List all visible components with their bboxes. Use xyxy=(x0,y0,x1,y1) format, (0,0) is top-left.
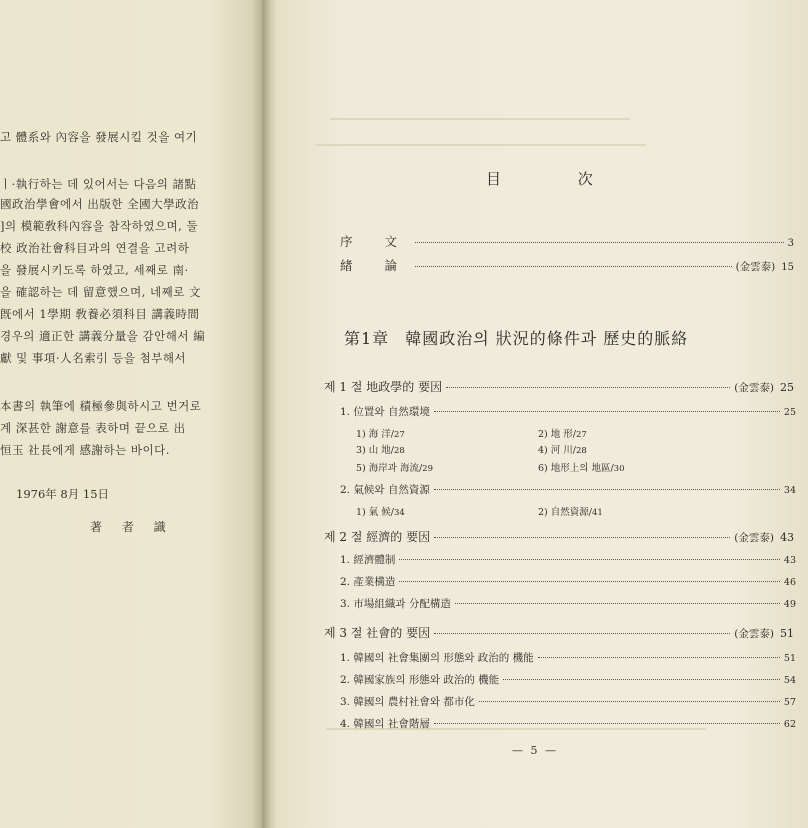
toc-entry-page: 51 xyxy=(780,627,794,640)
toc-item-page: 41 xyxy=(591,508,603,518)
toc-subsection[interactable] xyxy=(340,482,796,497)
toc-item[interactable] xyxy=(538,442,587,456)
dot-leader xyxy=(415,266,732,267)
preface-line: 獻 및 事項·人名索引 등을 첨부해서 xyxy=(0,351,187,365)
dot-leader xyxy=(434,489,780,490)
page-number: — 5 — xyxy=(512,744,558,757)
toc-entry-page: 49 xyxy=(783,599,796,610)
toc-item[interactable] xyxy=(356,460,433,474)
toc-item-page: 29 xyxy=(422,464,433,474)
book-gutter xyxy=(262,0,276,828)
toc-item-page: 28 xyxy=(394,446,405,456)
toc-entry-page: 54 xyxy=(783,675,796,686)
toc-item-label: 1) 氣 候/ xyxy=(356,507,394,518)
toc-entry-preface[interactable] xyxy=(340,232,794,250)
dot-leader xyxy=(455,603,780,604)
toc-subsection-label: 1. 經濟體制 xyxy=(340,554,396,566)
toc-section-1[interactable] xyxy=(324,378,794,395)
show-through-mark xyxy=(330,118,630,120)
toc-subsection[interactable] xyxy=(340,596,796,611)
toc-entry-introduction[interactable] xyxy=(340,256,794,274)
preface-date: 1976年 8月 15日 xyxy=(16,487,110,501)
toc-section-label: 제 2 절 經濟的 要因 xyxy=(324,530,431,544)
preface-line: ]의 模範敎科內容을 참작하였으며, 둘 xyxy=(0,219,199,233)
show-through-mark xyxy=(316,144,646,146)
dot-leader xyxy=(434,411,780,412)
preface-line: 고 體系와 內容을 發展시킬 것을 여기 xyxy=(0,130,198,144)
toc-item[interactable] xyxy=(538,460,625,474)
dot-leader xyxy=(399,559,780,560)
preface-line: 계 深甚한 謝意를 表하며 끝으로 出 xyxy=(0,421,186,435)
preface-line: ㅣ·執行하는 데 있어서는 다음의 諸點 xyxy=(0,177,197,191)
toc-entry-label: 序 文 xyxy=(340,234,411,249)
toc-subsection-label: 3. 韓國의 農村社會와 都市化 xyxy=(340,696,475,708)
toc-entry-page: 34 xyxy=(783,485,796,496)
toc-item[interactable] xyxy=(538,426,587,440)
toc-entry-page: 57 xyxy=(783,697,796,708)
toc-item-label: 1) 海 洋/ xyxy=(356,429,394,440)
toc-item[interactable] xyxy=(356,442,405,456)
toc-title: 目 次 xyxy=(486,170,629,188)
toc-entry-page: 51 xyxy=(783,653,796,664)
toc-subsection[interactable] xyxy=(340,694,796,709)
toc-item[interactable] xyxy=(538,504,603,518)
dot-leader xyxy=(434,723,780,724)
toc-item-label: 2) 地 形/ xyxy=(538,429,576,440)
dot-leader xyxy=(434,537,730,538)
dot-leader xyxy=(415,242,784,243)
toc-item-label: 3) 山 地/ xyxy=(356,445,394,456)
preface-line: 國政治學會에서 出版한 全國大學政治 xyxy=(0,197,200,211)
toc-item-page: 27 xyxy=(394,430,405,440)
preface-line: 旣에서 1學期 敎養必須科目 講義時間 xyxy=(0,307,200,321)
toc-subsection-label: 4. 韓國의 社會階層 xyxy=(340,718,430,730)
preface-signature: 著 者 識 xyxy=(90,520,174,534)
toc-item-page: 30 xyxy=(613,464,625,474)
toc-subsection-label: 1. 位置와 自然環境 xyxy=(340,406,430,418)
toc-item-label: 4) 河 川/ xyxy=(538,445,576,456)
toc-entry-author: (金雲泰) xyxy=(735,261,776,273)
toc-subsection-label: 3. 市場組織과 分配構造 xyxy=(340,598,451,610)
toc-item[interactable] xyxy=(356,426,405,440)
toc-section-label: 제 3 절 社會的 要因 xyxy=(324,626,431,640)
toc-entry-page: 3 xyxy=(787,238,794,249)
toc-entry-page: 62 xyxy=(783,719,796,730)
toc-item[interactable] xyxy=(356,504,405,518)
toc-subsection[interactable] xyxy=(340,404,796,419)
toc-item-label: 2) 自然資源/ xyxy=(538,507,592,518)
toc-item-page: 28 xyxy=(576,446,587,456)
toc-section-label: 제 1 절 地政學的 要因 xyxy=(324,380,443,394)
dot-leader xyxy=(538,657,780,658)
chapter-title: 韓國政治의 狀況的條件과 歷史的脈絡 xyxy=(405,329,689,348)
toc-entry-page: 25 xyxy=(780,381,794,394)
toc-item-label: 5) 海岸과 海流/ xyxy=(356,463,423,474)
toc-section-2[interactable] xyxy=(324,528,794,545)
toc-entry-page: 46 xyxy=(783,577,796,588)
toc-item-page: 27 xyxy=(576,430,587,440)
toc-subsection[interactable] xyxy=(340,716,796,731)
right-page xyxy=(276,0,808,828)
toc-entry-label: 緖 論 xyxy=(340,258,411,273)
toc-entry-page: 25 xyxy=(783,407,796,418)
toc-entry-author: (金雲泰) xyxy=(734,382,774,394)
dot-leader xyxy=(446,387,730,388)
preface-line: 경우의 適正한 講義分量을 감안해서 編 xyxy=(0,329,206,343)
preface-line: 을 確認하는 데 留意했으며, 네째로 文 xyxy=(0,285,202,299)
dot-leader xyxy=(434,633,730,634)
toc-entry-page: 43 xyxy=(780,531,794,544)
toc-entry-page: 15 xyxy=(781,262,794,273)
preface-line: 本書의 執筆에 積極參與하시고 번거로 xyxy=(0,399,202,413)
toc-subsection[interactable] xyxy=(340,650,796,665)
preface-line: 恒玉 社長에게 感謝하는 바이다. xyxy=(0,443,170,457)
toc-item-page: 34 xyxy=(394,508,405,518)
toc-item-label: 6) 地形上의 地區/ xyxy=(538,463,614,474)
toc-subsection-label: 2. 產業構造 xyxy=(340,576,396,588)
preface-line: 校 政治社會科目과의 연결을 고려하 xyxy=(0,241,190,255)
toc-section-3[interactable] xyxy=(324,624,794,641)
left-page xyxy=(0,0,262,828)
toc-subsection[interactable] xyxy=(340,552,796,567)
toc-subsection-label: 2. 氣候와 自然資源 xyxy=(340,484,430,496)
toc-entry-author: (金雲泰) xyxy=(734,628,774,640)
toc-subsection-label: 2. 韓國家族의 形態와 政治的 機能 xyxy=(340,674,500,686)
toc-subsection[interactable] xyxy=(340,574,796,589)
dot-leader xyxy=(479,701,780,702)
toc-entry-author: (金雲泰) xyxy=(734,532,774,544)
toc-subsection[interactable] xyxy=(340,672,796,687)
dot-leader xyxy=(399,581,780,582)
toc-entry-page: 43 xyxy=(783,555,796,566)
toc-subsection-label: 1. 韓國의 社會集團의 形態와 政治的 機能 xyxy=(340,652,534,664)
chapter-heading xyxy=(344,326,804,349)
dot-leader xyxy=(503,679,780,680)
chapter-number: 第1章 xyxy=(344,329,390,348)
preface-line: 을 發展시키도록 하였고, 세째로 南· xyxy=(0,263,189,277)
